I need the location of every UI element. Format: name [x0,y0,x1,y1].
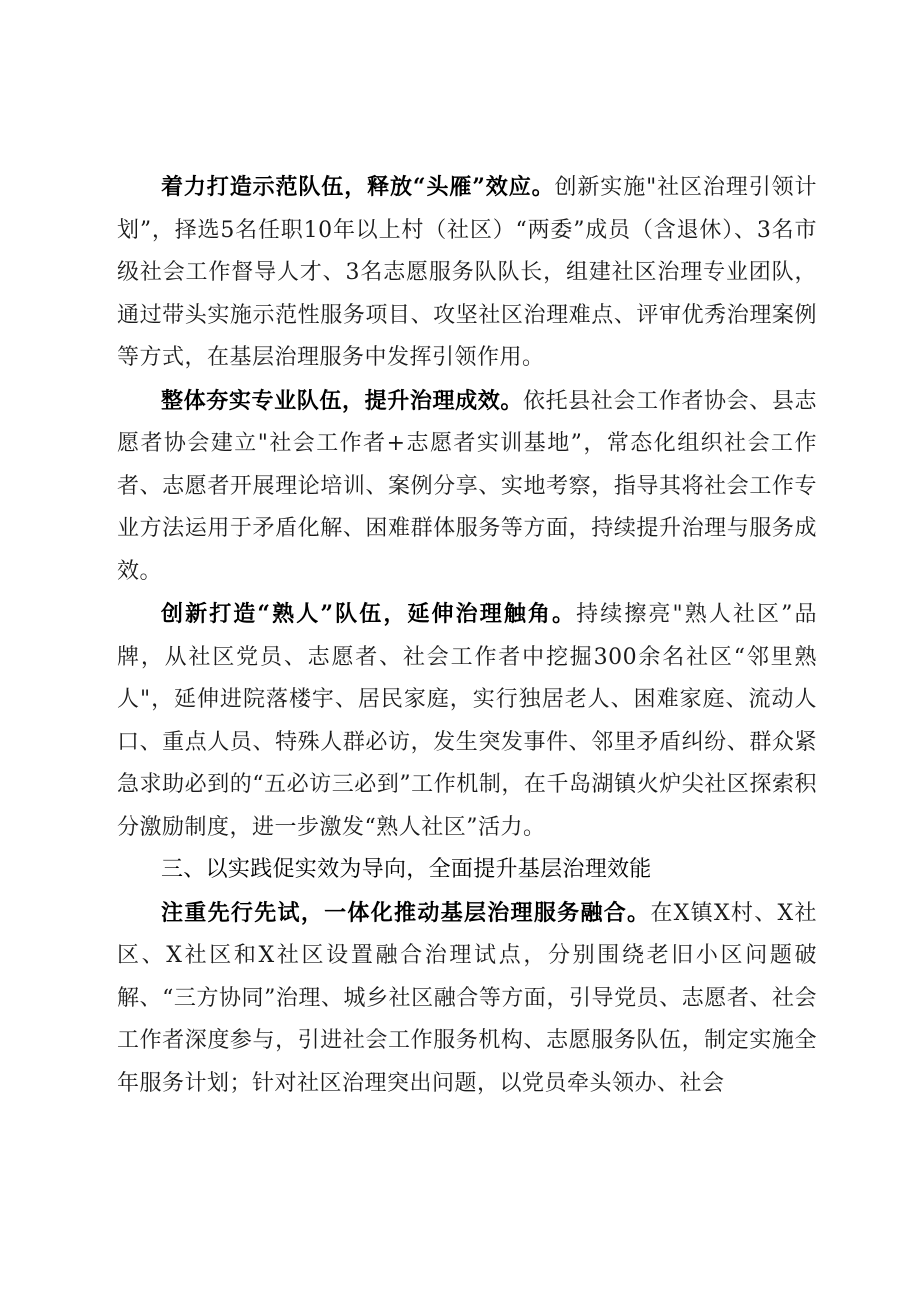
paragraph-pilot-integration [117,892,817,1106]
paragraph-lead: 注重先行先试，一体化推动基层治理服务融合。 [161,899,651,926]
paragraph-lead: 整体夯实专业队伍，提升治理成效。 [161,387,523,414]
paragraph-acquaintance-team [117,593,817,849]
paragraph-body: 创新实施"社区治理引领计划”，择选5名任职10年以上村（社区）“两委”成员（含退休）、3名市级社会工作督导人才、3名志愿服务队队长，组建社区治理专业团队，通过带头实施示范性服务项目、攻坚社区治理难点、评审优秀治理案例等方式，在基层治理服务中发挥引领作用。 [117,175,818,370]
paragraph-lead: 着力打造示范队伍，释放“头雁”效应。 [161,174,555,200]
paragraph-lead: 创新打造“熟人”队伍，延伸治理触角。 [161,601,577,627]
section-heading: 三、以实践促实效为导向，全面提升基层治理效能 [161,857,652,882]
paragraph-professional-team [117,380,817,594]
paragraph-body: 持续擦亮"熟人社区”品牌，从社区党员、志愿者、社会工作者中挖掘300余名社区“邻里熟人"，延伸进院落楼宇、居民家庭，实行独居老人、困难家庭、流动人口、重点人员、特殊人群必访，发生突发事件、邻里矛盾纠纷、群众紧急求助必到的“五必访三必到”工作机制，在千岛湖镇火炉尖社区探索积分激励制度，进一步激发“熟人社区”活力。 [117,602,817,840]
paragraph-demonstration-team [117,166,817,380]
document-body [117,166,817,1105]
paragraph-body: 依托县社会工作者协会、县志愿者协会建立"社会工作者+志愿者实训基地”，常态化组织社会工作者、志愿者开展理论培训、案例分享、实地考察，指导其将社会工作专业方法运用于矛盾化解、困难群体服务等方面，持续提升治理与服务成效。 [117,388,817,584]
paragraph-body: 在X镇X村、X社区、X社区和X社区设置融合治理试点，分别围绕老旧小区问题破解、“三方协同”治理、城乡社区融合等方面，引导党员、志愿者、社会工作者深度参与，引进社会工作服务机构、志愿服务队伍，制定实施全年服务计划；针对社区治理突出问题，以党员牵头领办、社会 [117,900,817,1096]
